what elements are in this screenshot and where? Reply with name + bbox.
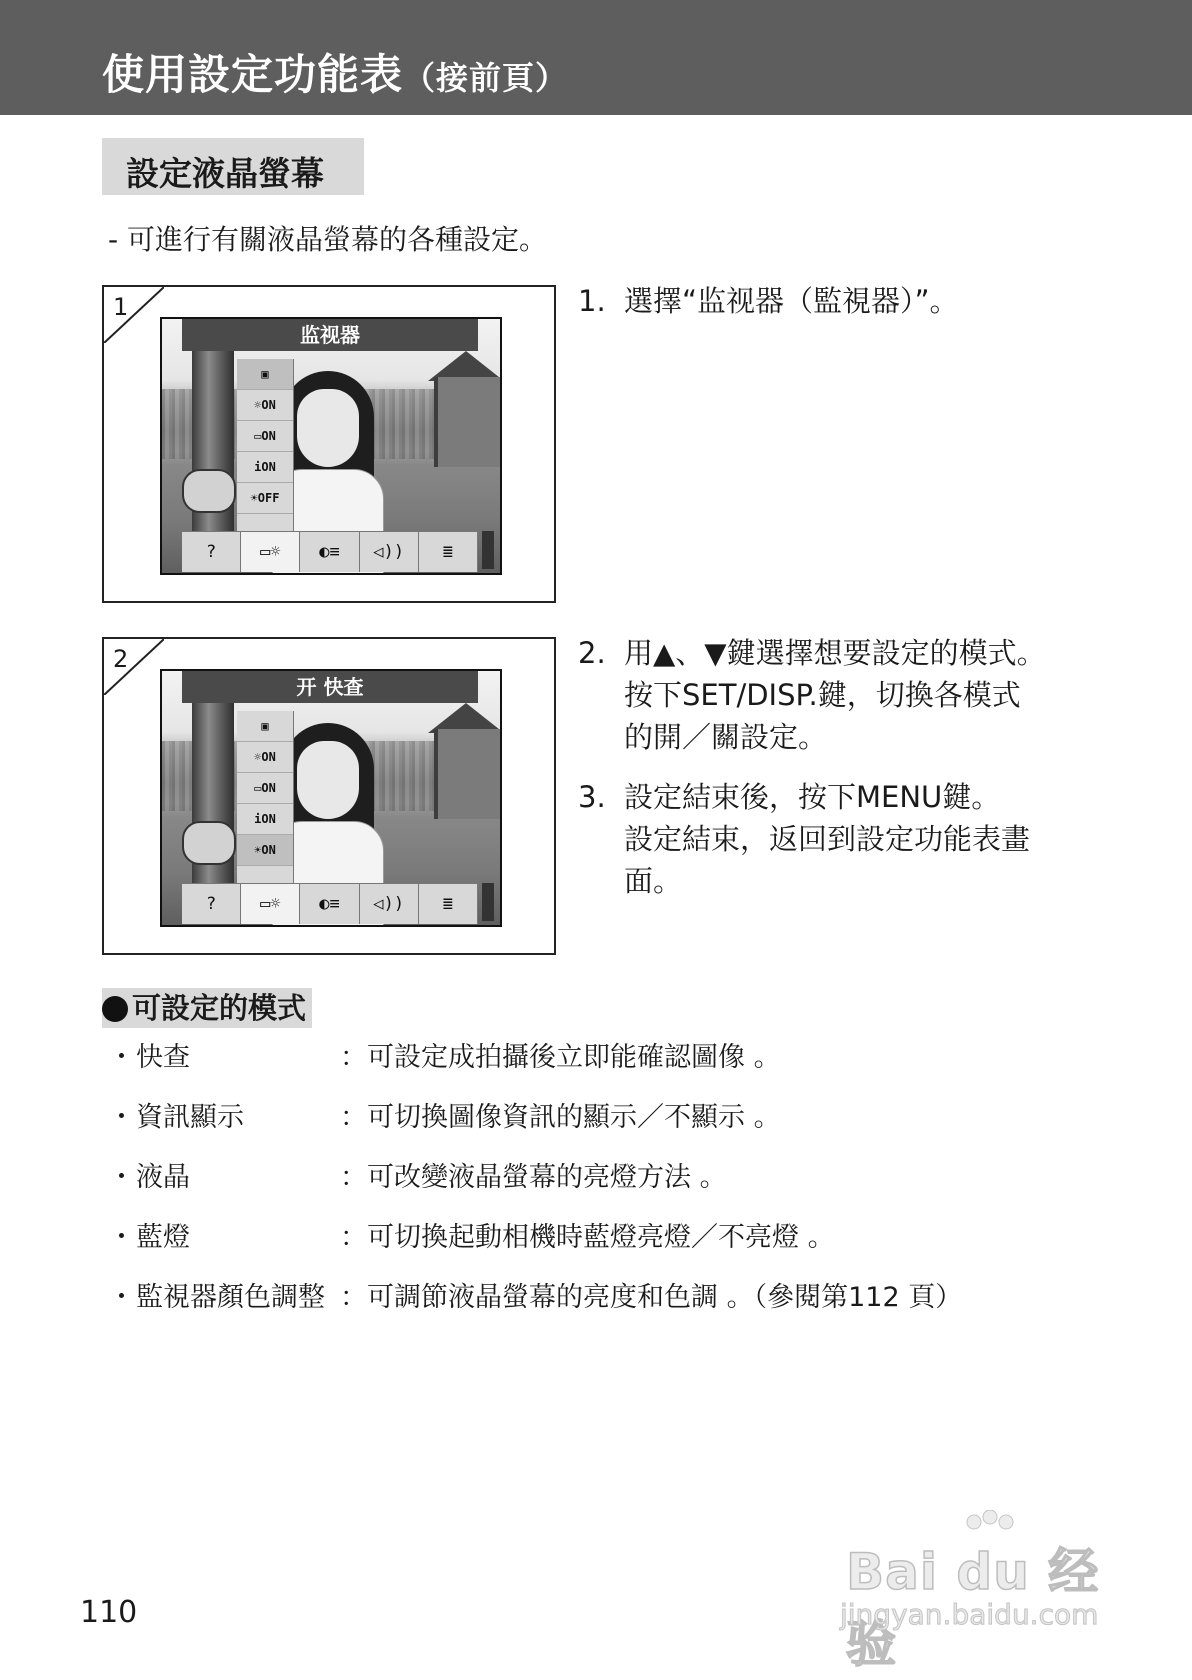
mode-name: 監視器顏色調整 [136, 1282, 325, 1313]
photo-face [297, 389, 359, 467]
mode-bullet: ・ [108, 1282, 135, 1313]
lcd-quick-view-icon: ☀ON [237, 835, 293, 866]
page-title [102, 42, 568, 102]
page-title-sub: （接前頁） [403, 59, 569, 97]
mode-desc: ：可調節液晶螢幕的亮度和色調 。（參閱第112 頁） [340, 1282, 963, 1313]
step-text-line: 設定結束，返回到設定功能表畫 [624, 822, 1031, 856]
watermark-brand: Bai du 经验 [846, 1543, 1100, 1673]
lcd-quick-view-icon: ☀OFF [237, 483, 293, 514]
lcd-tab-bar [182, 531, 478, 572]
modes-heading-text: 可設定的模式 [132, 991, 307, 1025]
lcd-scrollbar [482, 531, 494, 569]
page-title-main: 使用設定功能表 [102, 50, 404, 99]
lcd-color-adjust-icon: ▣ [237, 359, 293, 390]
intro-text: - 可進行有關液晶螢幕的各種設定。 [108, 223, 548, 256]
lcd-help-tab-icon: ? [182, 884, 241, 924]
baidu-watermark [840, 1510, 1140, 1673]
figure-2 [102, 637, 556, 955]
photo-face [297, 741, 359, 819]
lcd-tab-bar [182, 883, 478, 924]
mode-name: 快查 [136, 1042, 190, 1073]
mode-bullet: ・ [108, 1042, 135, 1073]
step-number: 1. [578, 284, 606, 318]
modes-heading [102, 988, 312, 1028]
lcd-blue-light-icon: ☼ON [237, 390, 293, 421]
mode-name: 液晶 [136, 1162, 190, 1193]
step-text-line: 面。 [624, 864, 683, 898]
mode-desc: ：可切換起動相機時藍燈亮燈／不亮燈 。 [340, 1222, 835, 1253]
lcd-monitor-icon: ▭ON [237, 773, 293, 804]
lcd-list-tab-icon: ≣ [419, 532, 478, 572]
step-text-line: 的開／關設定。 [624, 720, 828, 754]
lcd-side-menu [237, 359, 294, 531]
lcd-monitor-icon: ▭ON [237, 421, 293, 452]
lcd-camera-tab-icon: ◐≡ [300, 532, 359, 572]
section-title: 設定液晶螢幕 [126, 154, 324, 193]
section-heading [102, 138, 364, 195]
mode-bullet: ・ [108, 1222, 135, 1253]
lcd-monitor-tab-icon: ▭☼ [241, 884, 300, 924]
step-text-line: 用▲、▼鍵選擇想要設定的模式。 [624, 636, 1046, 670]
lcd-scrollbar [482, 883, 494, 921]
lcd-info-icon: iON [237, 804, 293, 835]
bullet-dot-icon [102, 996, 128, 1022]
figure-1 [102, 285, 556, 603]
lcd-sound-tab-icon: ◁)) [360, 532, 419, 572]
step-text-line: 按下SET/DISP.鍵，切換各模式 [624, 678, 1021, 712]
camera-lcd-screen [160, 669, 502, 927]
photo-house [434, 377, 500, 467]
lcd-help-tab-icon: ? [182, 532, 241, 572]
page-header [0, 0, 1192, 115]
figure-number: 1 [113, 293, 129, 321]
step-2 [578, 632, 1138, 762]
mode-bullet: ・ [108, 1162, 135, 1193]
photo-tree-trunk [192, 319, 234, 549]
camera-lcd-screen [160, 317, 502, 575]
lcd-info-icon: iON [237, 452, 293, 483]
step-number: 3. [578, 780, 606, 814]
mode-desc: ：可改變液晶螢幕的亮燈方法 。 [340, 1162, 727, 1193]
mode-name: 藍燈 [136, 1222, 190, 1253]
lcd-menu-title: 开 快查 [182, 671, 478, 703]
page-number: 110 [80, 1595, 138, 1630]
photo-hand [182, 821, 236, 865]
step-3 [578, 776, 1138, 906]
photo-hand [182, 469, 236, 513]
photo-house [434, 729, 500, 819]
lcd-list-tab-icon: ≣ [419, 884, 478, 924]
lcd-monitor-tab-icon: ▭☼ [241, 532, 300, 572]
watermark-url: jingyan.baidu.com [840, 1598, 1099, 1631]
mode-name: 資訊顯示 [136, 1102, 244, 1133]
figure-number: 2 [113, 645, 129, 673]
step-text-line: 設定結束後，按下MENU鍵。 [624, 780, 1001, 814]
step-number: 2. [578, 636, 606, 670]
lcd-side-menu [237, 711, 294, 883]
lcd-menu-title: 监视器 [182, 319, 478, 351]
lcd-camera-tab-icon: ◐≡ [300, 884, 359, 924]
mode-desc: ：可設定成拍攝後立即能確認圖像 。 [340, 1042, 781, 1073]
mode-desc: ：可切換圖像資訊的顯示／不顯示 。 [340, 1102, 781, 1133]
lcd-sound-tab-icon: ◁)) [360, 884, 419, 924]
lcd-blue-light-icon: ☼ON [237, 742, 293, 773]
photo-tree-trunk [192, 671, 234, 901]
mode-bullet: ・ [108, 1102, 135, 1133]
step-text: 選擇“监视器（監視器）”。 [624, 284, 959, 318]
lcd-color-adjust-icon: ▣ [237, 711, 293, 742]
